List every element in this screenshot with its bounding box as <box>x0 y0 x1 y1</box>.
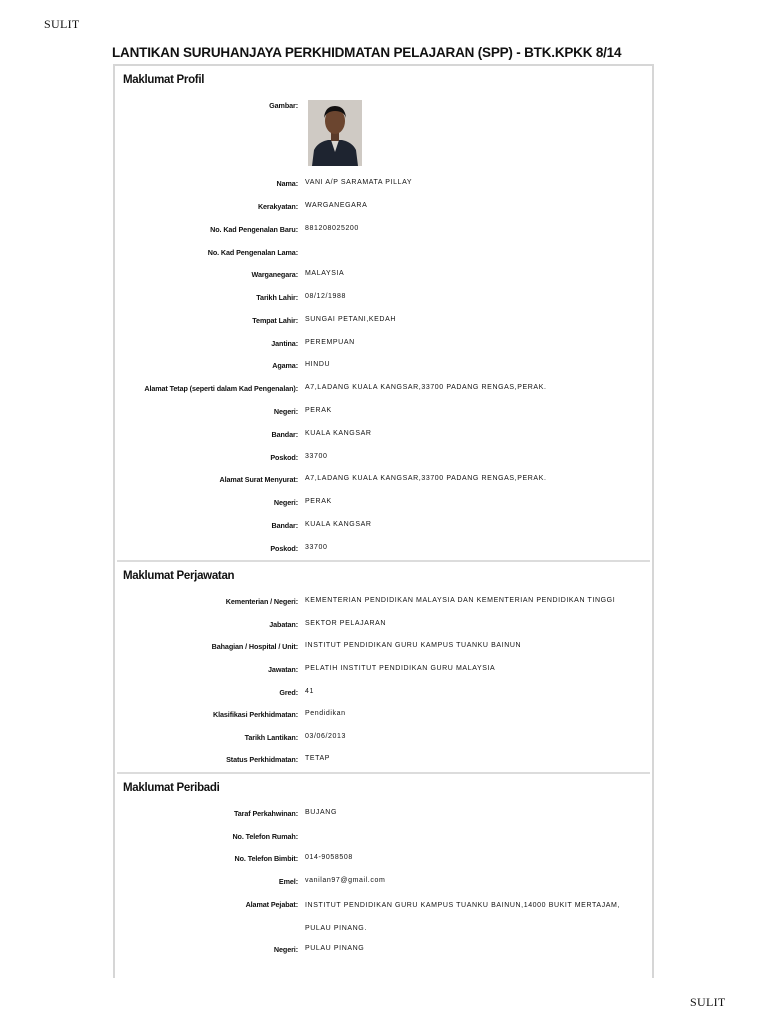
field-label: Jawatan: <box>268 665 298 674</box>
field-label: Negeri: <box>273 498 298 507</box>
field-row <box>117 223 650 237</box>
field-value: vanilan97@gmail.com <box>305 877 386 884</box>
field-value: WARGANEGARA <box>305 202 368 209</box>
field-row <box>117 428 650 442</box>
field-label: Tarikh Lahir: <box>256 293 298 302</box>
field-label: Gred: <box>279 688 298 697</box>
field-label: Jabatan: <box>269 620 298 629</box>
field-row <box>117 852 650 866</box>
field-row <box>117 519 650 533</box>
field-value: 33700 <box>305 453 328 460</box>
field-row <box>117 473 650 487</box>
field-value: PERAK <box>305 498 332 505</box>
field-row <box>117 708 650 722</box>
field-row <box>117 542 650 556</box>
field-row <box>117 268 650 282</box>
section-title-peribadi: Maklumat Peribadi <box>123 782 220 794</box>
field-value: 03/06/2013 <box>305 733 347 740</box>
field-value: MALAYSIA <box>305 270 345 277</box>
section-profil <box>117 66 650 560</box>
field-value: KUALA KANGSAR <box>305 521 372 528</box>
field-row <box>117 640 650 654</box>
field-row <box>117 898 650 932</box>
field-value: HINDU <box>305 361 331 368</box>
field-row <box>117 314 650 328</box>
field-value: Pendidikan <box>305 710 346 717</box>
field-label: Tempat Lahir: <box>252 316 298 325</box>
field-row <box>117 618 650 632</box>
field-value: INSTITUT PENDIDIKAN GURU KAMPUS TUANKU BAINUN <box>305 642 522 649</box>
field-value: 33700 <box>305 544 328 551</box>
field-label: Taraf Perkahwinan: <box>234 809 298 818</box>
field-label: Bandar: <box>271 521 298 530</box>
field-row <box>117 753 650 767</box>
field-label: Kementerian / Negeri: <box>225 597 298 606</box>
section-title-profil: Maklumat Profil <box>123 74 205 86</box>
section-title-perjawatan: Maklumat Perjawatan <box>123 570 235 582</box>
field-value: KEMENTERIAN PENDIDIKAN MALAYSIA DAN KEMENTERIAN PENDIDIKAN TINGGI <box>305 597 616 604</box>
field-row <box>117 875 650 889</box>
field-label: Negeri: <box>273 407 298 416</box>
field-label: No. Kad Pengenalan Baru: <box>210 225 298 234</box>
field-value: VANI A/P SARAMATA PILLAY <box>305 179 413 186</box>
field-label: Emel: <box>278 877 298 886</box>
profile-frame <box>113 64 654 978</box>
field-label: Alamat Surat Menyurat: <box>219 475 298 484</box>
field-label: Negeri: <box>273 945 298 954</box>
field-value: 881208025200 <box>305 225 359 232</box>
field-value: PELATIH INSTITUT PENDIDIKAN GURU MALAYSIA <box>305 665 496 672</box>
field-label: Klasifikasi Perkhidmatan: <box>213 710 298 719</box>
profile-photo <box>308 100 362 166</box>
field-row <box>117 686 650 700</box>
field-label: No. Kad Pengenalan Lama: <box>207 248 298 257</box>
field-label: Poskod: <box>270 453 298 462</box>
section-perjawatan <box>117 560 650 774</box>
field-value: 41 <box>305 688 314 695</box>
field-row <box>117 830 650 844</box>
sulit-header: SULIT <box>44 17 80 31</box>
field-label: Agama: <box>272 361 298 370</box>
field-row <box>117 177 650 191</box>
field-row-gambar <box>117 99 650 113</box>
field-label: Warganegara: <box>251 270 298 279</box>
field-value: 014-9058508 <box>305 854 353 861</box>
field-label: No. Telefon Rumah: <box>232 832 298 841</box>
field-value: A7,LADANG KUALA KANGSAR,33700 PADANG RENGAS,PERAK. <box>305 475 547 482</box>
field-label: Alamat Tetap (seperti dalam Kad Pengenalan): <box>144 384 298 393</box>
field-value: 08/12/1988 <box>305 293 347 300</box>
field-value: SEKTOR PELAJARAN <box>305 620 387 627</box>
field-value: PERAK <box>305 407 332 414</box>
field-row <box>117 595 650 609</box>
field-row <box>117 405 650 419</box>
field-row <box>117 943 650 957</box>
field-row <box>117 291 650 305</box>
field-row <box>117 807 650 821</box>
field-row <box>117 337 650 351</box>
field-label: Bahagian / Hospital / Unit: <box>211 642 298 651</box>
sulit-footer: SULIT <box>690 995 726 1009</box>
field-row <box>117 663 650 677</box>
field-label: Tarikh Lantikan: <box>244 733 298 742</box>
field-label: Poskod: <box>270 544 298 553</box>
field-row <box>117 200 650 214</box>
section-peribadi <box>117 772 650 982</box>
field-label: Alamat Pejabat: <box>245 900 298 909</box>
field-value: KUALA KANGSAR <box>305 430 372 437</box>
field-value: PEREMPUAN <box>305 339 355 346</box>
document-title: LANTIKAN SURUHANJAYA PERKHIDMATAN PELAJARAN (SPP) - BTK.KPKK 8/14 <box>112 45 622 60</box>
field-value: TETAP <box>305 755 331 762</box>
field-row <box>117 359 650 373</box>
field-value: BUJANG <box>305 809 337 816</box>
field-value: A7,LADANG KUALA KANGSAR,33700 PADANG RENGAS,PERAK. <box>305 384 547 391</box>
field-row <box>117 451 650 465</box>
field-row <box>117 382 650 396</box>
field-row <box>117 496 650 510</box>
field-value: INSTITUT PENDIDIKAN GURU KAMPUS TUANKU BAINUN,14000 BUKIT MERTAJAM, PULAU PINANG. <box>305 902 620 932</box>
field-label-gambar: Gambar: <box>269 101 298 110</box>
field-label: Status Perkhidmatan: <box>226 755 298 764</box>
field-row <box>117 246 650 260</box>
field-row <box>117 731 650 745</box>
field-label: Kerakyatan: <box>257 202 298 211</box>
field-label: Nama: <box>276 179 298 188</box>
field-value: SUNGAI PETANI,KEDAH <box>305 316 397 323</box>
field-label: Bandar: <box>271 430 298 439</box>
field-label: Jantina: <box>271 339 298 348</box>
field-value: PULAU PINANG <box>305 945 365 952</box>
field-label: No. Telefon Bimbit: <box>234 854 298 863</box>
